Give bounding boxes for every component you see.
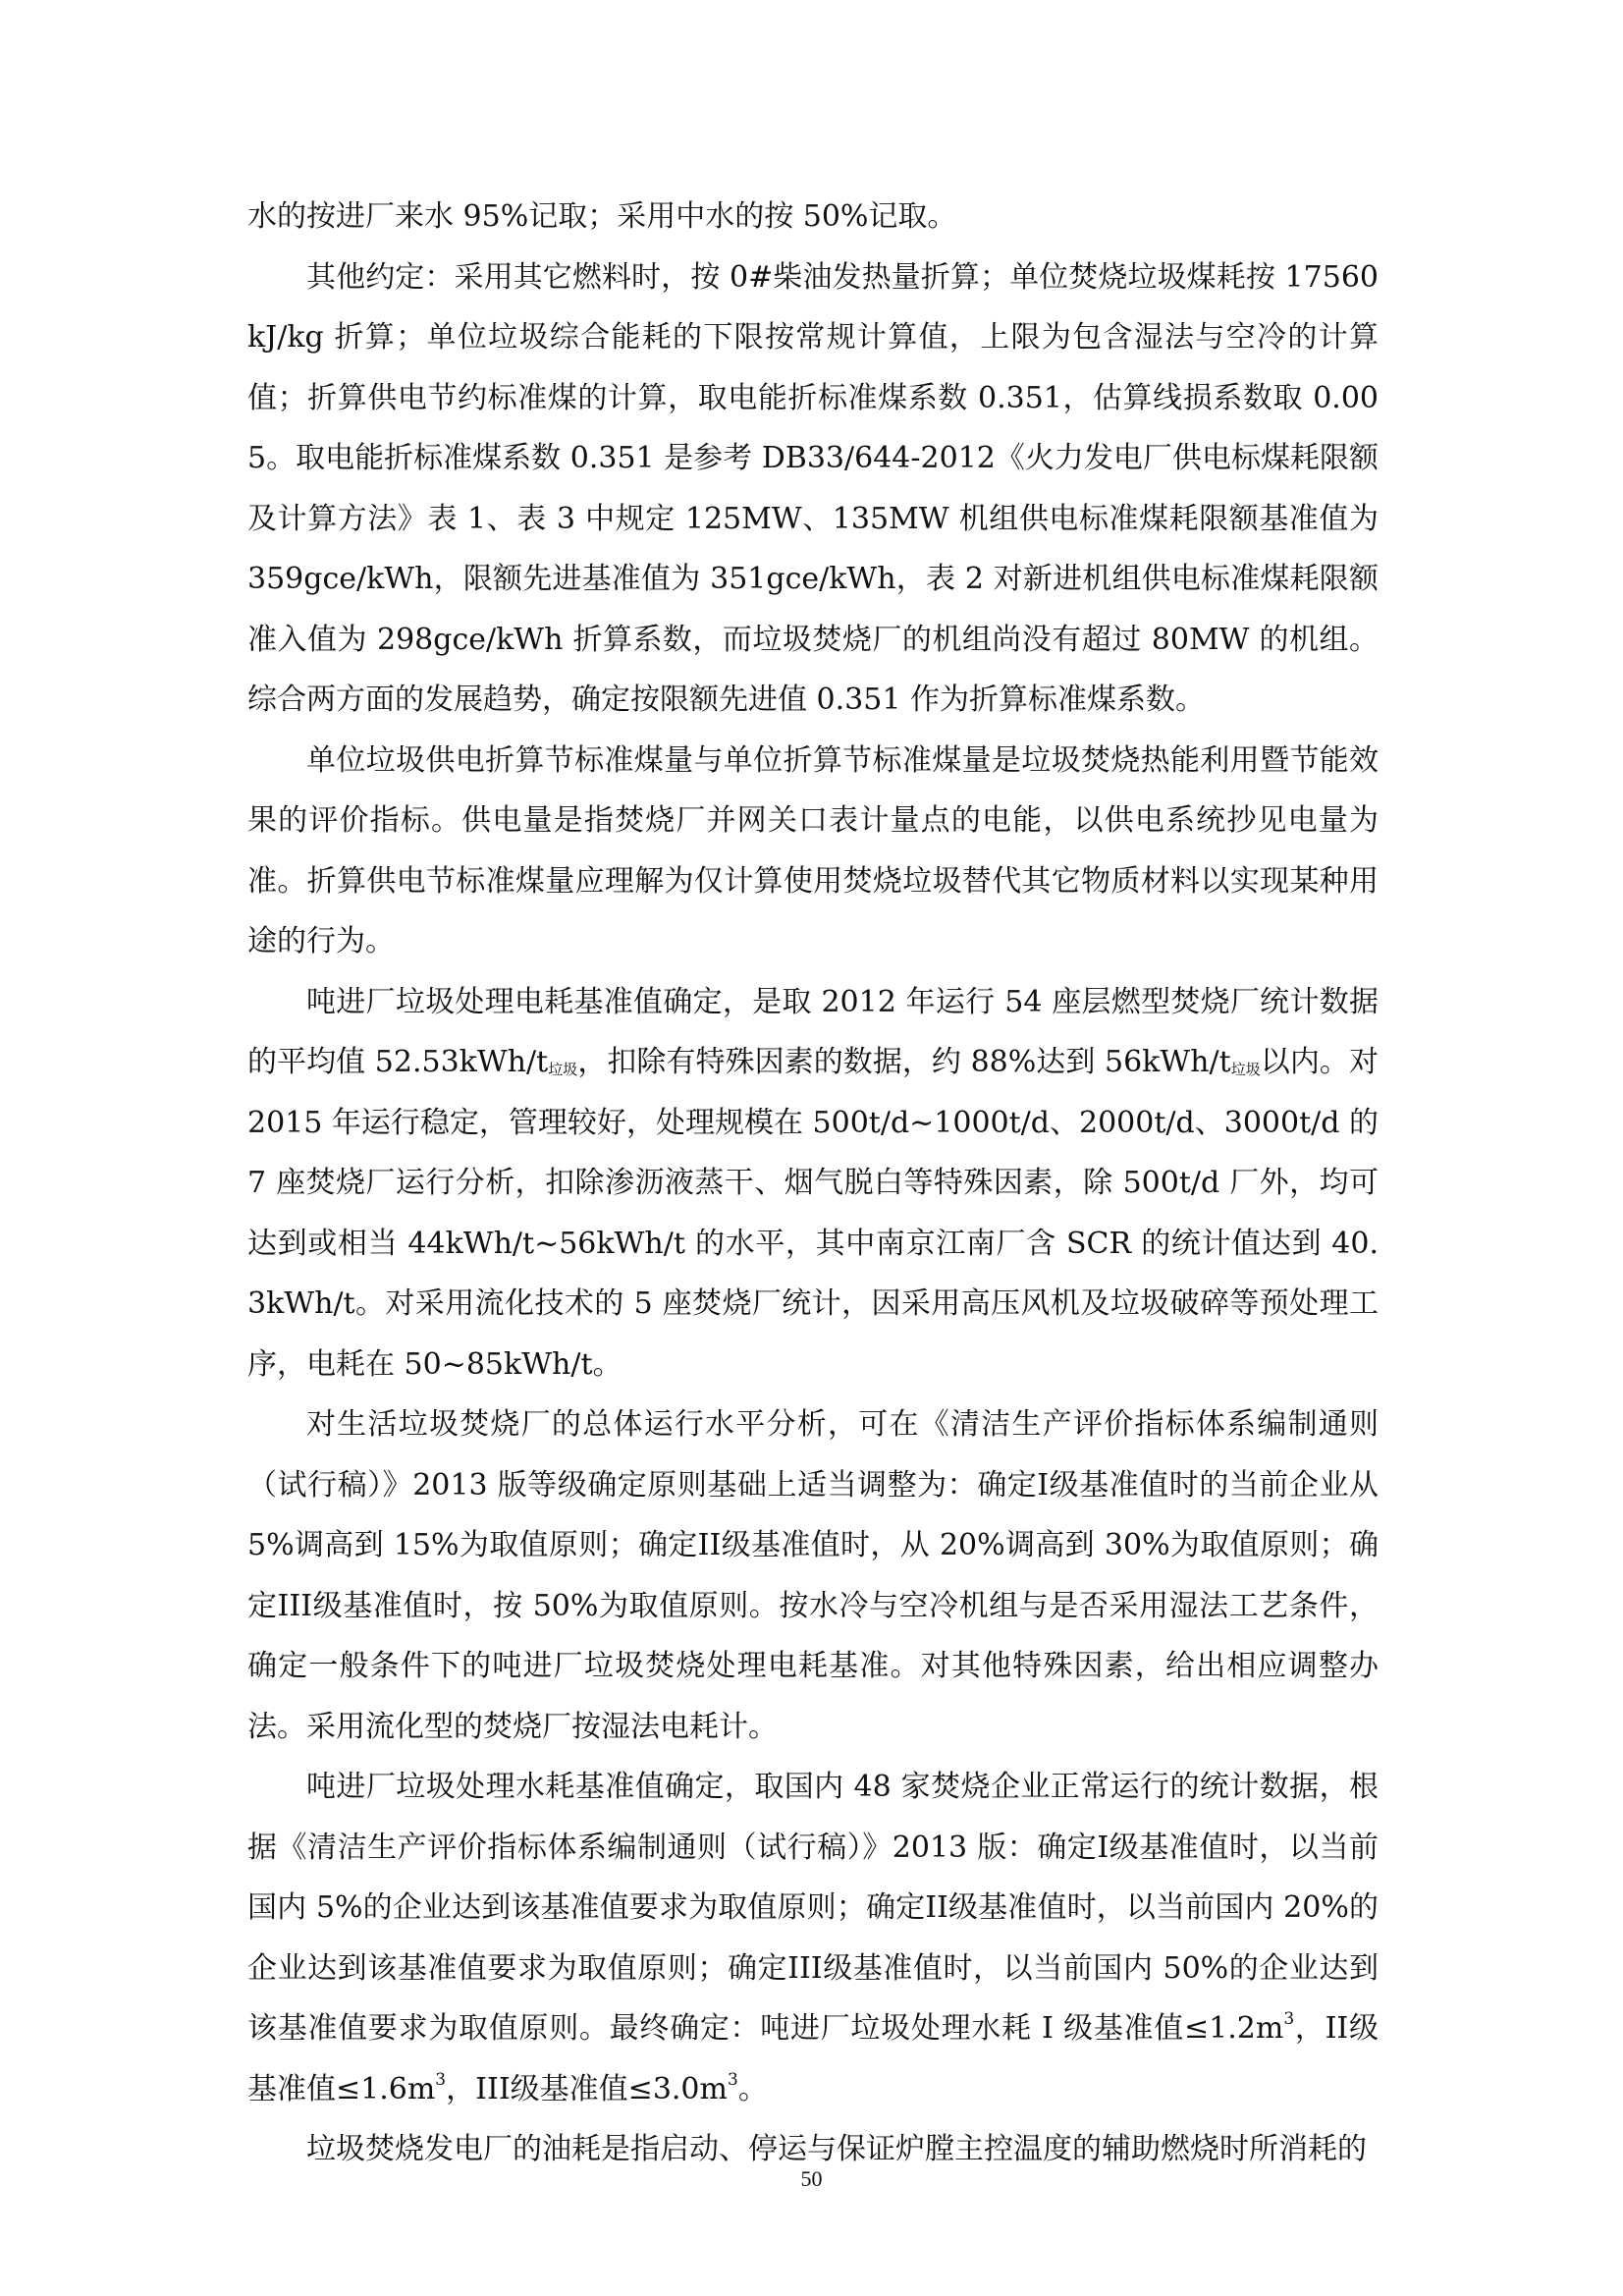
paragraph-text: 其他约定：采用其它燃料时，按 0#柴油发热量折算；单位焚烧垃圾煤耗按 17560kJ/kg 折算；单位垃圾综合能耗的下限按常规计算值，上限为包含湿法与空冷的计算值；折算供电节约标准煤的计算，取电能折标准煤系数 0.351，估算线损系数取 0.005。取电能折标准煤系数 0.351 是参考 DB33/644-2012《火力发电厂供电标煤耗限额及计算方法》表 1、表 3 中规定 125MW、135MW 机组供电标准煤耗限额基准值为 359gce/kWh，限额先进基准值为 351gce/kWh，表 2 对新进机组供电标准煤耗限额准入值为 298gce/kWh 折算系数，而垃圾焚烧厂的机组尚没有超过 80MW 的机组。综合两方面的发展趋势，确定按限额先进值 0.351 作为折算标准煤系数。 [247,259,1379,717]
paragraph-text: 。 [737,2071,768,2106]
paragraph-water-consumption-baseline [247,1757,1379,2119]
paragraph-text: 单位垃圾供电折算节标准煤量与单位折算节标准煤量是垃圾焚烧热能利用暨节能效果的评价指标。供电量是指焚烧厂并网关口表计量点的电能，以供电系统抄见电量为准。折算供电节标准煤量应理解为仅计算使用焚烧垃圾替代其它物质材料以实现某种用途的行为。 [247,742,1379,958]
body-text [247,187,1379,2180]
paragraph-grade-adjustment [247,1394,1379,1757]
paragraph-other-conventions [247,247,1379,731]
paragraph-text: 对生活垃圾焚烧厂的总体运行水平分析，可在《清洁生产评价指标体系编制通则（试行稿）》2013 版等级确定原则基础上适当调整为：确定I级基准值时的当前企业从 5%调高到 15%为取值原则；确定II级基准值时，从 20%调高到 30%为取值原则；确定III级基准值时，按 50%为取值原则。按水冷与空冷机组与是否采用湿法工艺条件，确定一般条件下的吨进厂垃圾焚烧处理电耗基准。对其他特殊因素，给出相应调整办法。采用流化型的焚烧厂按湿法电耗计。 [247,1407,1379,1744]
paragraph-power-supply-coal-saving [247,731,1379,972]
paragraph-water-recording-continuation [247,187,1379,247]
unit-subscript: 垃圾 [1230,1061,1261,1078]
page-number: 50 [800,2166,823,2191]
paragraph-electricity-consumption-baseline [247,972,1379,1395]
unit-subscript: 垃圾 [548,1061,578,1078]
unit-superscript: 3 [727,2069,738,2090]
paragraph-text: 吨进厂垃圾处理水耗基准值确定，取国内 48 家焚烧企业正常运行的统计数据，根据《清洁生产评价指标体系编制通则（试行稿）》2013 版：确定I级基准值时，以当前国内 5%的企业达到该基准值要求为取值原则；确定II级基准值时，以当前国内 20%的企业达到该基准值要求为取值原则；确定III级基准值时，以当前国内 50%的企业达到该基准值要求为取值原则。最终确定：吨进厂垃圾处理水耗 I 级基准值≤1.2m [247,1770,1379,2046]
paragraph-text: 水的按进厂来水 95%记取；采用中水的按 50%记取。 [247,199,957,234]
paragraph-text: ，II级基准值≤1.6m [247,2011,1380,2106]
paragraph-text: 吨进厂垃圾处理电耗基准值确定，是取 2012 年运行 54 座层燃型焚烧厂统计数据的平均值 52.53kWh/t [247,984,1379,1079]
unit-superscript: 3 [435,2069,447,2090]
paragraph-text: 以内。对 2015 年运行稳定，管理较好，处理规模在 500t/d~1000t/d、2000t/d、3000t/d 的 7 座焚烧厂运行分析，扣除渗沥液蒸干、烟气脱白等特殊因素，除 500t/d 厂外，均可达到或相当 44kWh/t~56kWh/t 的水平，其中南京江南厂含 SCR 的统计值达到 40.3kWh/t。对采用流化技术的 5 座焚烧厂统计，因采用高压风机及垃圾破碎等预处理工序，电耗在 50~85kWh/t。 [247,1045,1379,1382]
paragraph-text: 垃圾焚烧发电厂的油耗是指启动、停运与保证炉膛主控温度的辅助燃烧时所消耗的 [306,2132,1367,2166]
unit-superscript: 3 [1283,2009,1295,2029]
paragraph-text: ，扣除有特殊因素的数据，约 88%达到 56kWh/t [577,1045,1231,1079]
paragraph-text: ，III级基准值≤3.0m [446,2071,728,2106]
